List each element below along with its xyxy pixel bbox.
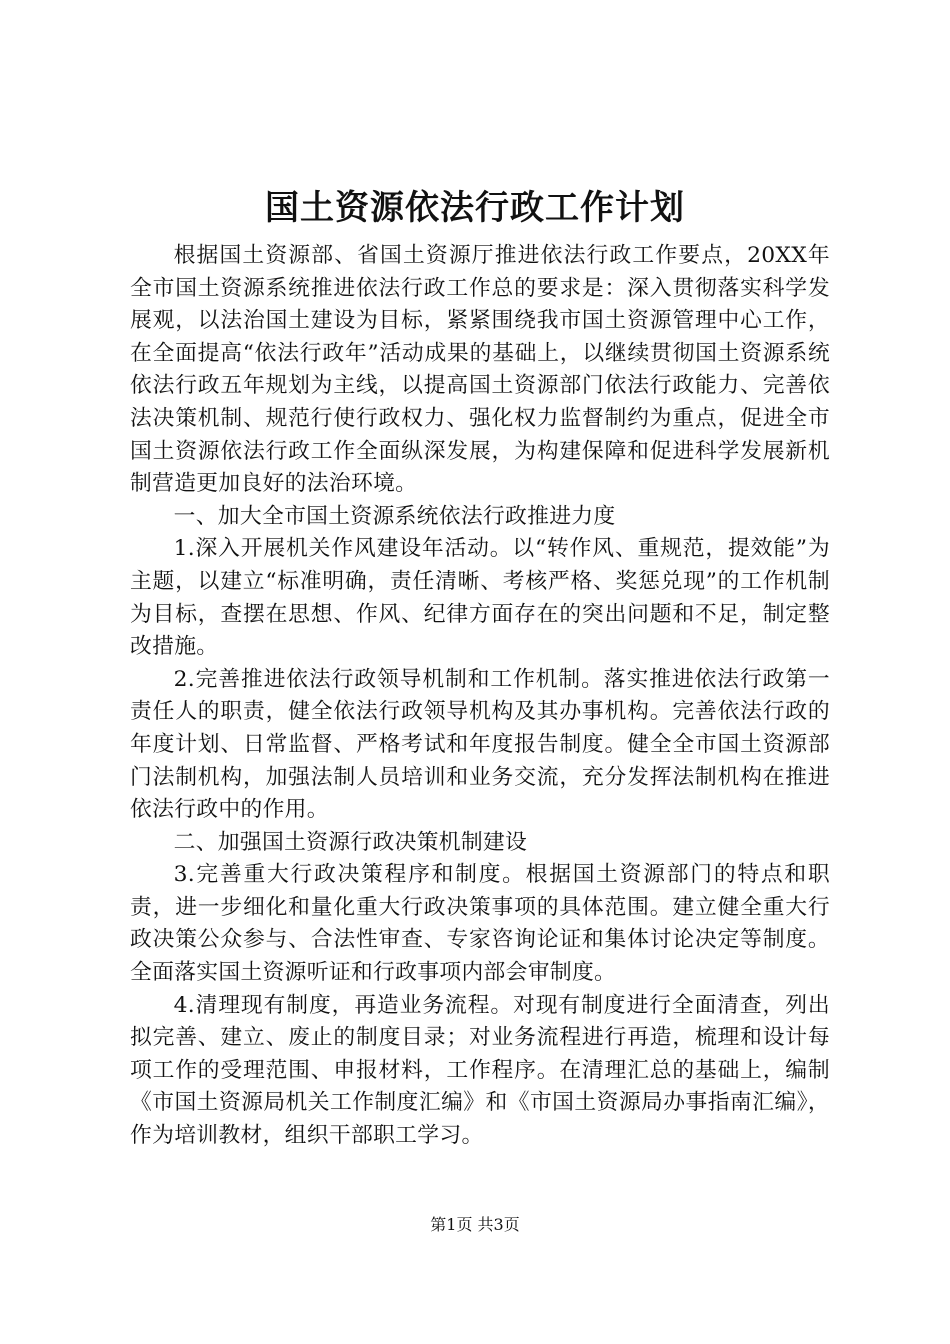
paragraph-1: 1.深入开展机关作风建设年活动。以“转作风、重规范，提效能”为主题，以建立“标准明确，责任清晰、考核严格、奖惩兑现”的工作机制为目标，查摆在思想、作风、纪律方面存在的突出问题和不足，制定整改措施。 bbox=[130, 536, 830, 660]
paragraph-4: 4.清理现有制度，再造业务流程。对现有制度进行全面清查，列出拟完善、建立、废止的制度目录；对业务流程进行再造，梳理和设计每项工作的受理范围、申报材料，工作程序。在清理汇总的基础上，编制《市国土资源局机关工作制度汇编》和《市国土资源局办事指南汇编》，作为培训教材，组织干部职工学习。 bbox=[130, 992, 830, 1149]
paragraph-3: 3.完善重大行政决策程序和制度。根据国土资源部门的特点和职责，进一步细化和量化重大行政决策事项的具体范围。建立健全重大行政决策公众参与、合法性审查、专家咨询论证和集体讨论决定等制度。全面落实国土资源听证和行政事项内部会审制度。 bbox=[130, 862, 830, 986]
section-heading-2: 二、加强国土资源行政决策机制建设 bbox=[173, 829, 528, 855]
paragraph-2: 2.完善推进依法行政领导机制和工作机制。落实推进依法行政第一责任人的职责，健全依法行政领导机构及其办事机构。完善依法行政的年度计划、日常监督、严格考试和年度报告制度。健全全市国土资源部门法制机构，加强法制人员培训和业务交流，充分发挥法制机构在推进依法行政中的作用。 bbox=[130, 666, 830, 823]
document-body bbox=[130, 240, 830, 1153]
intro-paragraph: 根据国土资源部、省国土资源厅推进依法行政工作要点，20XX年全市国土资源系统推进依法行政工作总的要求是：深入贯彻落实科学发展观，以法治国土建设为目标，紧紧围绕我市国土资源管理中心工作，在全面提高“依法行政年”活动成果的基础上，以继续贯彻国土资源系统依法行政五年规划为主线，以提高国土资源部门依法行政能力、完善依法决策机制、规范行使行政权力、强化权力监督制约为重点，促进全市国土资源依法行政工作全面纵深发展，为构建保障和促进科学发展新机制营造更加良好的法治环境。 bbox=[130, 243, 830, 497]
page-footer: 第1页 共3页 bbox=[430, 1215, 520, 1234]
section-heading-1: 一、加大全市国土资源系统依法行政推进力度 bbox=[173, 503, 616, 529]
document-title: 国土资源依法行政工作计划 bbox=[265, 188, 685, 228]
